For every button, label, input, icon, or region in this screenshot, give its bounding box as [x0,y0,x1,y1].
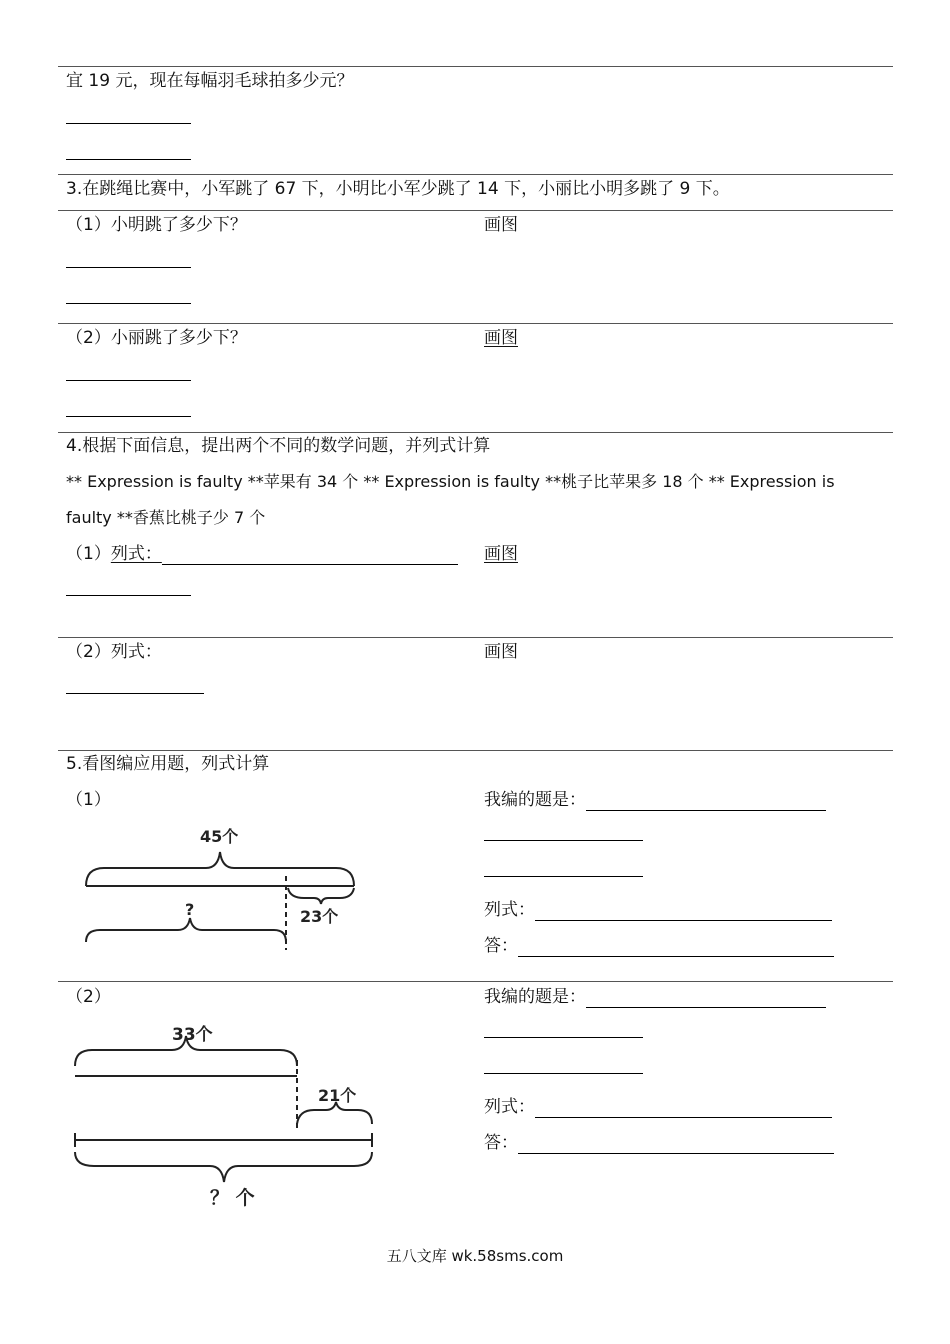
divider [58,323,893,324]
answer-line[interactable] [484,876,643,877]
q5-p2-my-problem-label: 我编的题是： [484,987,586,1007]
divider [58,750,893,751]
q5-p1-formula-label: 列式： [484,900,535,920]
q2-tail-text: 宜 19 元，现在每幅羽毛球拍多少元？ [66,71,354,91]
divider [58,637,893,638]
q4-sub1-draw-label: 画图 [484,544,518,564]
answer-line[interactable] [66,380,191,381]
brace-a [75,1036,297,1066]
q5-p1-fig-unknown: ? [185,900,195,919]
q5-p2-formula [484,1096,832,1118]
q4-sub2: （2）列式： [66,642,162,662]
q4-info-line2: faulty **香蕉比桃子少 7 个 [66,508,266,527]
q4-info-line1: ** Expression is faulty **苹果有 34 个 ** Expression is faulty **桃子比苹果多 18 个 ** Expression is [66,472,835,491]
answer-line[interactable] [66,693,204,694]
q5-p1-formula-blank[interactable] [535,900,832,921]
q5-p1-my-problem [484,789,826,811]
divider [58,66,893,67]
answer-line[interactable] [66,123,191,124]
q5-p1-formula [484,899,832,921]
q4-sub1-formula-blank[interactable] [162,544,458,565]
brace-unknown [86,918,286,942]
q5-p2-answer-blank[interactable] [518,1133,834,1154]
answer-line[interactable] [484,840,643,841]
answer-line[interactable] [66,595,191,596]
q5-p1-answer-blank[interactable] [518,936,834,957]
footer-watermark: 五八文库 wk.58sms.com [386,1247,564,1265]
answer-line[interactable] [66,267,191,268]
q5-p2-fig-a: 33个 [172,1025,213,1045]
q5-p1-problem-blank[interactable] [586,790,826,811]
q3-sub1: （1）小明跳了多少下？ [66,215,247,235]
q3-sub2-draw-label: 画图 [484,328,518,348]
q5-p2-fig-unknown: ？ 个 [210,1187,255,1209]
answer-line[interactable] [484,1037,643,1038]
answer-line[interactable] [66,159,191,160]
divider [58,174,893,175]
q4-sub2-draw-label: 画图 [484,642,518,662]
q3-sub2: （2）小丽跳了多少下？ [66,328,247,348]
q4-sub1 [66,543,458,565]
q5-p2-label: （2） [66,987,111,1007]
brace-diff [297,1102,372,1124]
q5-p1-label: （1） [66,790,111,810]
q4-sub1-label: 列式： [110,544,162,564]
q3-sub1-draw-label: 画图 [484,215,518,235]
q4-stem: 4.根据下面信息，提出两个不同的数学问题，并列式计算 [66,436,491,456]
q5-p2-my-problem [484,986,826,1008]
q5-p2-diagram [75,1036,372,1182]
divider [58,210,893,211]
brace-diff [288,888,354,904]
q3-stem: 3.在跳绳比赛中，小军跳了 67 下，小明比小军少跳了 14 下，小丽比小明多跳了 9 下。 [66,179,730,199]
brace-total [86,852,354,886]
q5-p1-fig-total: 45个 [200,827,239,846]
q5-p2-formula-label: 列式： [484,1097,535,1117]
answer-line[interactable] [66,303,191,304]
brace-unknown [75,1152,372,1182]
q5-p2-answer-label: 答： [484,1133,518,1153]
answer-line[interactable] [484,1073,643,1074]
q5-p1-answer [484,935,834,957]
q5-p2-formula-blank[interactable] [535,1097,832,1118]
q5-p2-answer [484,1132,834,1154]
q5-p2-fig-diff: 21个 [318,1086,357,1105]
divider [58,981,893,982]
q5-p1-answer-label: 答： [484,936,518,956]
q5-p1-fig-diff: 23个 [300,907,339,926]
q5-p1-diagram [86,852,354,950]
q5-stem: 5.看图编应用题，列式计算 [66,754,270,774]
divider [58,432,893,433]
q5-p1-my-problem-label: 我编的题是： [484,790,586,810]
q4-sub1-prefix: （1） [66,544,111,564]
answer-line[interactable] [66,416,191,417]
q5-p2-problem-blank[interactable] [586,987,826,1008]
